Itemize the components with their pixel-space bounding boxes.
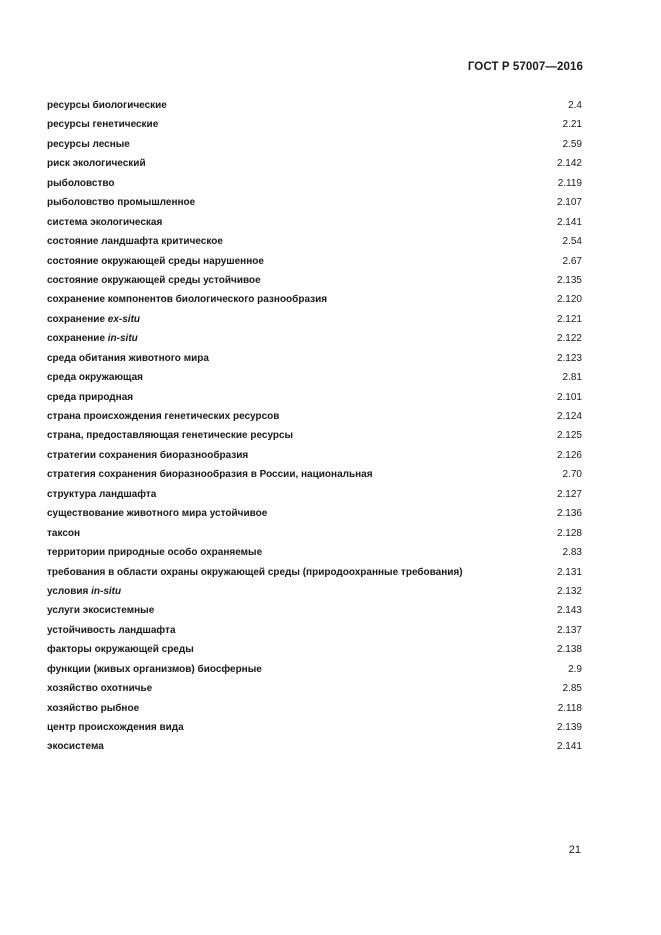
index-reference: 2.121 bbox=[556, 313, 582, 325]
index-term bbox=[47, 154, 146, 173]
index-entry bbox=[47, 621, 582, 640]
index-term bbox=[47, 621, 176, 640]
index-term-text: сохранение bbox=[47, 333, 108, 345]
index-term-text: функции (живых организмов) биосферные bbox=[47, 663, 262, 675]
index-entry bbox=[47, 582, 582, 601]
index-reference: 2.54 bbox=[562, 236, 582, 248]
index-reference: 2.101 bbox=[556, 391, 582, 403]
index-reference: 2.70 bbox=[562, 469, 582, 481]
document-header: ГОСТ Р 57007—2016 bbox=[467, 61, 583, 73]
index-reference: 2.132 bbox=[556, 585, 582, 597]
index-term bbox=[47, 699, 139, 718]
index-term bbox=[47, 115, 158, 134]
index-reference: 2.118 bbox=[557, 702, 582, 714]
index-term bbox=[47, 252, 264, 271]
index-entry bbox=[47, 310, 582, 329]
index-reference: 2.4 bbox=[568, 100, 582, 111]
index-entry bbox=[47, 640, 582, 659]
index-term bbox=[47, 446, 248, 465]
index-entry bbox=[47, 115, 582, 134]
index-entry bbox=[47, 601, 582, 620]
index-reference: 2.126 bbox=[556, 449, 582, 461]
index-term-text: хозяйство рыбное bbox=[47, 702, 140, 714]
index-term-text: ресурсы лесные bbox=[47, 138, 130, 150]
index-term-text: ресурсы генетические bbox=[47, 119, 159, 131]
index-entry bbox=[47, 232, 582, 251]
index-term bbox=[47, 640, 194, 659]
index-term bbox=[47, 737, 104, 756]
index-term-text: существование животного мира устойчивое bbox=[47, 508, 268, 520]
index-term-text: риск экологический bbox=[47, 158, 146, 170]
index-reference: 2.125 bbox=[556, 430, 582, 442]
index-reference: 2.131 bbox=[556, 566, 582, 578]
index-term-text: территории природные особо охраняемые bbox=[47, 547, 263, 559]
index-term bbox=[47, 504, 267, 523]
index-term-text: факторы окружающей среды bbox=[47, 644, 194, 656]
index-term-text: страна происхождения генетических ресурсов bbox=[47, 411, 280, 422]
index-term bbox=[47, 271, 261, 290]
index-reference: 2.128 bbox=[556, 527, 582, 539]
index-term-text: центр происхождения вида bbox=[47, 722, 184, 733]
index-term-text: состояние окружающей среды нарушенное bbox=[47, 255, 264, 267]
index-reference: 2.107 bbox=[556, 197, 582, 209]
index-reference: 2.9 bbox=[568, 663, 582, 675]
index-entry bbox=[47, 329, 582, 348]
index-entry bbox=[47, 213, 582, 232]
index-term bbox=[47, 407, 279, 426]
index-term-text: условия bbox=[47, 585, 92, 597]
index-term bbox=[47, 426, 293, 445]
index-term-text: система экологическая bbox=[47, 216, 163, 228]
index-term bbox=[47, 135, 130, 154]
index-term-text: структура ландшафта bbox=[47, 488, 157, 500]
index-reference: 2.21 bbox=[562, 119, 582, 131]
index-term bbox=[47, 290, 327, 309]
index-term bbox=[47, 310, 140, 329]
index-term-italic: in-situ bbox=[107, 333, 138, 345]
index-reference: 2.120 bbox=[556, 294, 582, 306]
index-entry bbox=[47, 290, 582, 309]
index-term-text: экосистема bbox=[47, 741, 104, 753]
index-term-text: требования в области охраны окружающей среды (природоохранные требования) bbox=[47, 566, 463, 578]
index-reference: 2.137 bbox=[556, 624, 582, 636]
index-entry bbox=[47, 426, 582, 445]
index-term bbox=[47, 232, 223, 251]
index-entry bbox=[47, 679, 582, 698]
index-reference: 2.59 bbox=[562, 138, 582, 150]
index-entry bbox=[47, 465, 582, 484]
index-entry bbox=[47, 271, 582, 290]
index-term bbox=[47, 601, 154, 620]
index-term-text: состояние окружающей среды устойчивое bbox=[47, 274, 261, 286]
index-term bbox=[47, 660, 262, 679]
index-term bbox=[47, 96, 167, 115]
index-entry bbox=[47, 446, 582, 465]
index-reference: 2.85 bbox=[562, 683, 582, 695]
index-term-text: рыболовство промышленное bbox=[47, 197, 196, 209]
index-term bbox=[47, 193, 195, 212]
index-term-text: сохранение компонентов биологического разнообразия bbox=[47, 294, 328, 306]
index-term bbox=[47, 679, 152, 698]
index-entry bbox=[47, 718, 582, 737]
index-entry bbox=[47, 407, 582, 426]
index-term bbox=[47, 349, 209, 368]
index-entry bbox=[47, 563, 582, 582]
index-term-italic: ex-situ bbox=[107, 313, 141, 325]
index-term bbox=[47, 543, 262, 562]
index-term-text: устойчивость ландшафта bbox=[47, 624, 176, 636]
index-term bbox=[47, 213, 162, 232]
page-number: 21 bbox=[568, 844, 581, 856]
index-term-text: услуги экосистемные bbox=[47, 605, 155, 617]
index-entry bbox=[47, 154, 582, 173]
index-reference: 2.139 bbox=[556, 722, 582, 733]
index-entry bbox=[47, 252, 582, 271]
index-entry bbox=[47, 504, 582, 523]
term-index-list bbox=[47, 96, 582, 757]
index-reference: 2.141 bbox=[556, 741, 582, 753]
index-term-text: среда природная bbox=[47, 391, 134, 403]
index-entry bbox=[47, 699, 582, 718]
index-term-text: рыболовство bbox=[47, 177, 115, 189]
index-term-text: среда обитания животного мира bbox=[47, 352, 209, 364]
index-entry bbox=[47, 96, 582, 115]
index-term bbox=[47, 485, 156, 504]
index-entry bbox=[47, 349, 582, 368]
index-reference: 2.136 bbox=[556, 508, 582, 520]
index-reference: 2.124 bbox=[556, 411, 582, 422]
index-term-text: хозяйство охотничье bbox=[47, 683, 153, 695]
index-reference: 2.123 bbox=[556, 352, 582, 364]
index-term-text: состояние ландшафта критическое bbox=[47, 236, 223, 248]
index-term-text: стратегия сохранения биоразнообразия в России, национальная bbox=[47, 469, 373, 481]
index-term-text: ресурсы биологические bbox=[47, 100, 167, 111]
index-entry bbox=[47, 543, 582, 562]
index-term-italic: in-situ bbox=[91, 585, 122, 597]
index-reference: 2.83 bbox=[562, 547, 582, 559]
index-reference: 2.138 bbox=[556, 644, 582, 656]
index-term-text: страна, предоставляющая генетические ресурсы bbox=[47, 430, 294, 442]
index-reference: 2.67 bbox=[562, 255, 582, 267]
index-term bbox=[47, 465, 373, 484]
index-term-text: стратегии сохранения биоразнообразия bbox=[47, 449, 249, 461]
index-entry bbox=[47, 660, 582, 679]
index-entry bbox=[47, 388, 582, 407]
index-reference: 2.81 bbox=[562, 372, 582, 384]
index-term bbox=[47, 174, 115, 193]
index-entry bbox=[47, 368, 582, 387]
index-entry bbox=[47, 135, 582, 154]
index-reference: 2.122 bbox=[556, 333, 582, 345]
index-term-text: таксон bbox=[47, 527, 81, 539]
index-term bbox=[47, 582, 121, 601]
index-term-text: сохранение bbox=[47, 313, 108, 325]
index-entry bbox=[47, 193, 582, 212]
index-term bbox=[47, 388, 133, 407]
index-entry bbox=[47, 737, 582, 756]
index-term bbox=[47, 368, 143, 387]
index-entry bbox=[47, 174, 582, 193]
index-entry bbox=[47, 485, 582, 504]
index-reference: 2.142 bbox=[556, 158, 582, 170]
index-reference: 2.135 bbox=[556, 274, 582, 286]
index-term bbox=[47, 524, 80, 543]
index-reference: 2.141 bbox=[556, 216, 582, 228]
index-entry bbox=[47, 524, 582, 543]
index-term bbox=[47, 563, 463, 582]
index-term bbox=[47, 718, 184, 737]
index-reference: 2.119 bbox=[557, 177, 582, 189]
index-term bbox=[47, 329, 138, 348]
index-reference: 2.143 bbox=[556, 605, 582, 617]
index-term-text: среда окружающая bbox=[47, 372, 143, 384]
index-reference: 2.127 bbox=[556, 488, 582, 500]
